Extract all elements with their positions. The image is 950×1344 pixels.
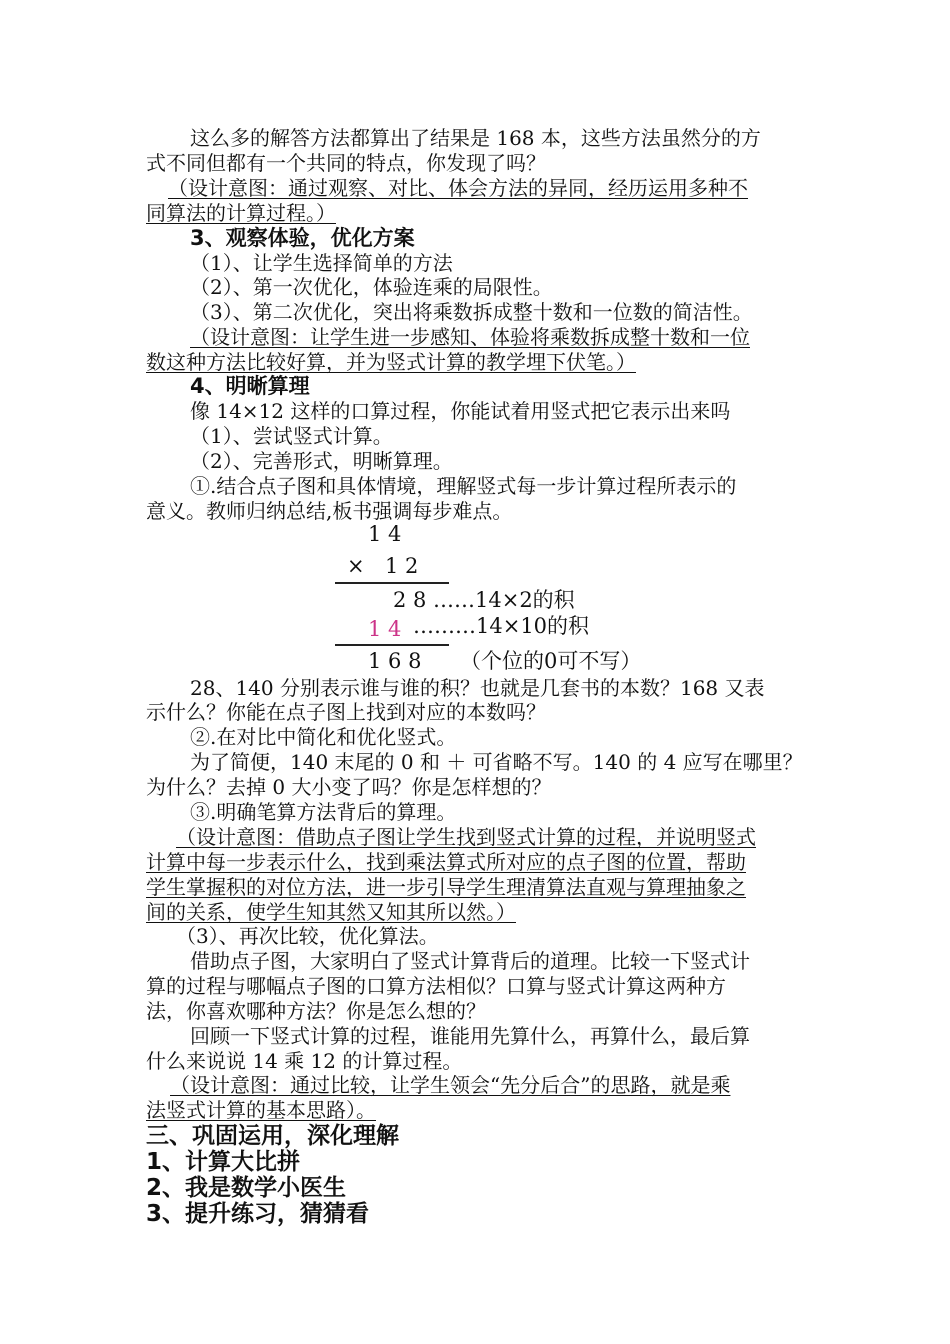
product-result: 1 6 8 xyxy=(368,649,422,673)
partial-product-1: 2 8 xyxy=(393,588,427,612)
vertical-multiplication-figure xyxy=(335,522,665,674)
section-4-item-2: （2）、完善形式，明晰算理。 xyxy=(190,449,453,473)
para4-line2: 算的过程与哪幅点子图的口算方法相似？口算与竖式计算这两种方 xyxy=(146,974,726,998)
multiplier: 1 2 xyxy=(385,554,419,578)
part-3-item-2: 2、我是数学小医生 xyxy=(146,1175,347,1201)
second-rule xyxy=(335,644,449,646)
item-3-compare: （3）、再次比较，优化算法。 xyxy=(176,924,439,948)
section-4-item-1: （1）、尝试竖式计算。 xyxy=(190,424,393,448)
step-2: ②.在对比中简化和优化竖式。 xyxy=(190,725,457,749)
design-intent-3-line1: （设计意图：借助点子图让学生找到竖式计算的过程，并说明竖式 xyxy=(176,825,756,849)
section-3-item-3: （3）、第二次优化，突出将乘数拆成整十数和一位数的简洁性。 xyxy=(190,300,753,324)
section-4-intro: 像 14×12 这样的口算过程，你能试着用竖式把它表示出来吗 xyxy=(190,399,731,423)
first-rule xyxy=(335,582,449,584)
para2-line1: 28、140 分别表示谁与谁的积？也就是几套书的本数？168 又表 xyxy=(190,676,765,700)
partial-product-1-note: ……14×2的积 xyxy=(433,588,575,612)
design-intent-4-line2: 法竖式计算的基本思路）。 xyxy=(146,1098,376,1122)
para5-line2: 什么来说说 14 乘 12 的计算过程。 xyxy=(146,1049,463,1073)
step-1-line2: 意义。教师归纳总结,板书强调每步难点。 xyxy=(146,499,513,523)
part-3-item-1: 1、计算大比拼 xyxy=(146,1149,301,1175)
para1-line1: 这么多的解答方法都算出了结果是 168 本，这些方法虽然分的方 xyxy=(190,126,761,150)
para3-line2: 为什么？去掉 0 大小变了吗？你是怎样想的？ xyxy=(146,775,552,799)
part-3-heading: 三、巩固运用，深化理解 xyxy=(146,1123,399,1149)
design-intent-3-line2: 计算中每一步表示什么，找到乘法算式所对应的点子图的位置，帮助 xyxy=(146,850,746,874)
part-3-item-3: 3、提升练习，猜猜看 xyxy=(146,1201,370,1227)
design-intent-4-line1: （设计意图：通过比较，让学生领会“先分后合”的思路，就是乘 xyxy=(170,1073,731,1097)
para1-line2: 式不同但都有一个共同的特点，你发现了吗？ xyxy=(146,151,546,175)
design-intent-3-line4: 间的关系，使学生知其然又知其所以然。） xyxy=(146,900,516,924)
partial-product-2-note: ………14×10的积 xyxy=(413,614,590,638)
para4-line1: 借助点子图，大家明白了竖式计算背后的道理。比较一下竖式计 xyxy=(190,949,750,973)
times-sign: × xyxy=(347,554,365,578)
design-intent-2-line2: 数这种方法比较好算，并为竖式计算的教学埋下伏笔。） xyxy=(146,350,636,374)
design-intent-3-line3: 学生掌握积的对位方法，进一步引导学生理清算法直观与算理抽象之 xyxy=(146,875,746,899)
multiplicand: 1 4 xyxy=(368,522,402,546)
design-intent-1-line2: 同算法的计算过程。） xyxy=(146,201,336,225)
para4-line3: 法，你喜欢哪种方法？你是怎么想的？ xyxy=(146,999,486,1023)
step-3: ③.明确笔算方法背后的算理。 xyxy=(190,800,457,824)
product-result-note: （个位的0可不写） xyxy=(460,649,642,673)
partial-product-2: 1 4 xyxy=(368,617,402,641)
section-4-heading: 4、明晰算理 xyxy=(190,374,310,398)
para5-line1: 回顾一下竖式计算的过程，谁能用先算什么，再算什么，最后算 xyxy=(190,1024,750,1048)
para3-line1: 为了简便，140 末尾的 0 和 ＋ 可省略不写。140 的 4 应写在哪里？ xyxy=(190,750,803,774)
design-intent-2-line1: （设计意图：让学生进一步感知、体验将乘数拆成整十数和一位 xyxy=(190,325,750,349)
section-3-item-2: （2）、第一次优化，体验连乘的局限性。 xyxy=(190,275,553,299)
para2-line2: 示什么？你能在点子图上找到对应的本数吗？ xyxy=(146,700,546,724)
step-1-line1: ①.结合点子图和具体情境，理解竖式每一步计算过程所表示的 xyxy=(190,474,737,498)
design-intent-1-line1: （设计意图：通过观察、对比、体会方法的异同，经历运用多种不 xyxy=(168,176,748,200)
section-3-heading: 3、观察体验，优化方案 xyxy=(190,226,415,250)
section-3-item-1: （1）、让学生选择简单的方法 xyxy=(190,251,453,275)
